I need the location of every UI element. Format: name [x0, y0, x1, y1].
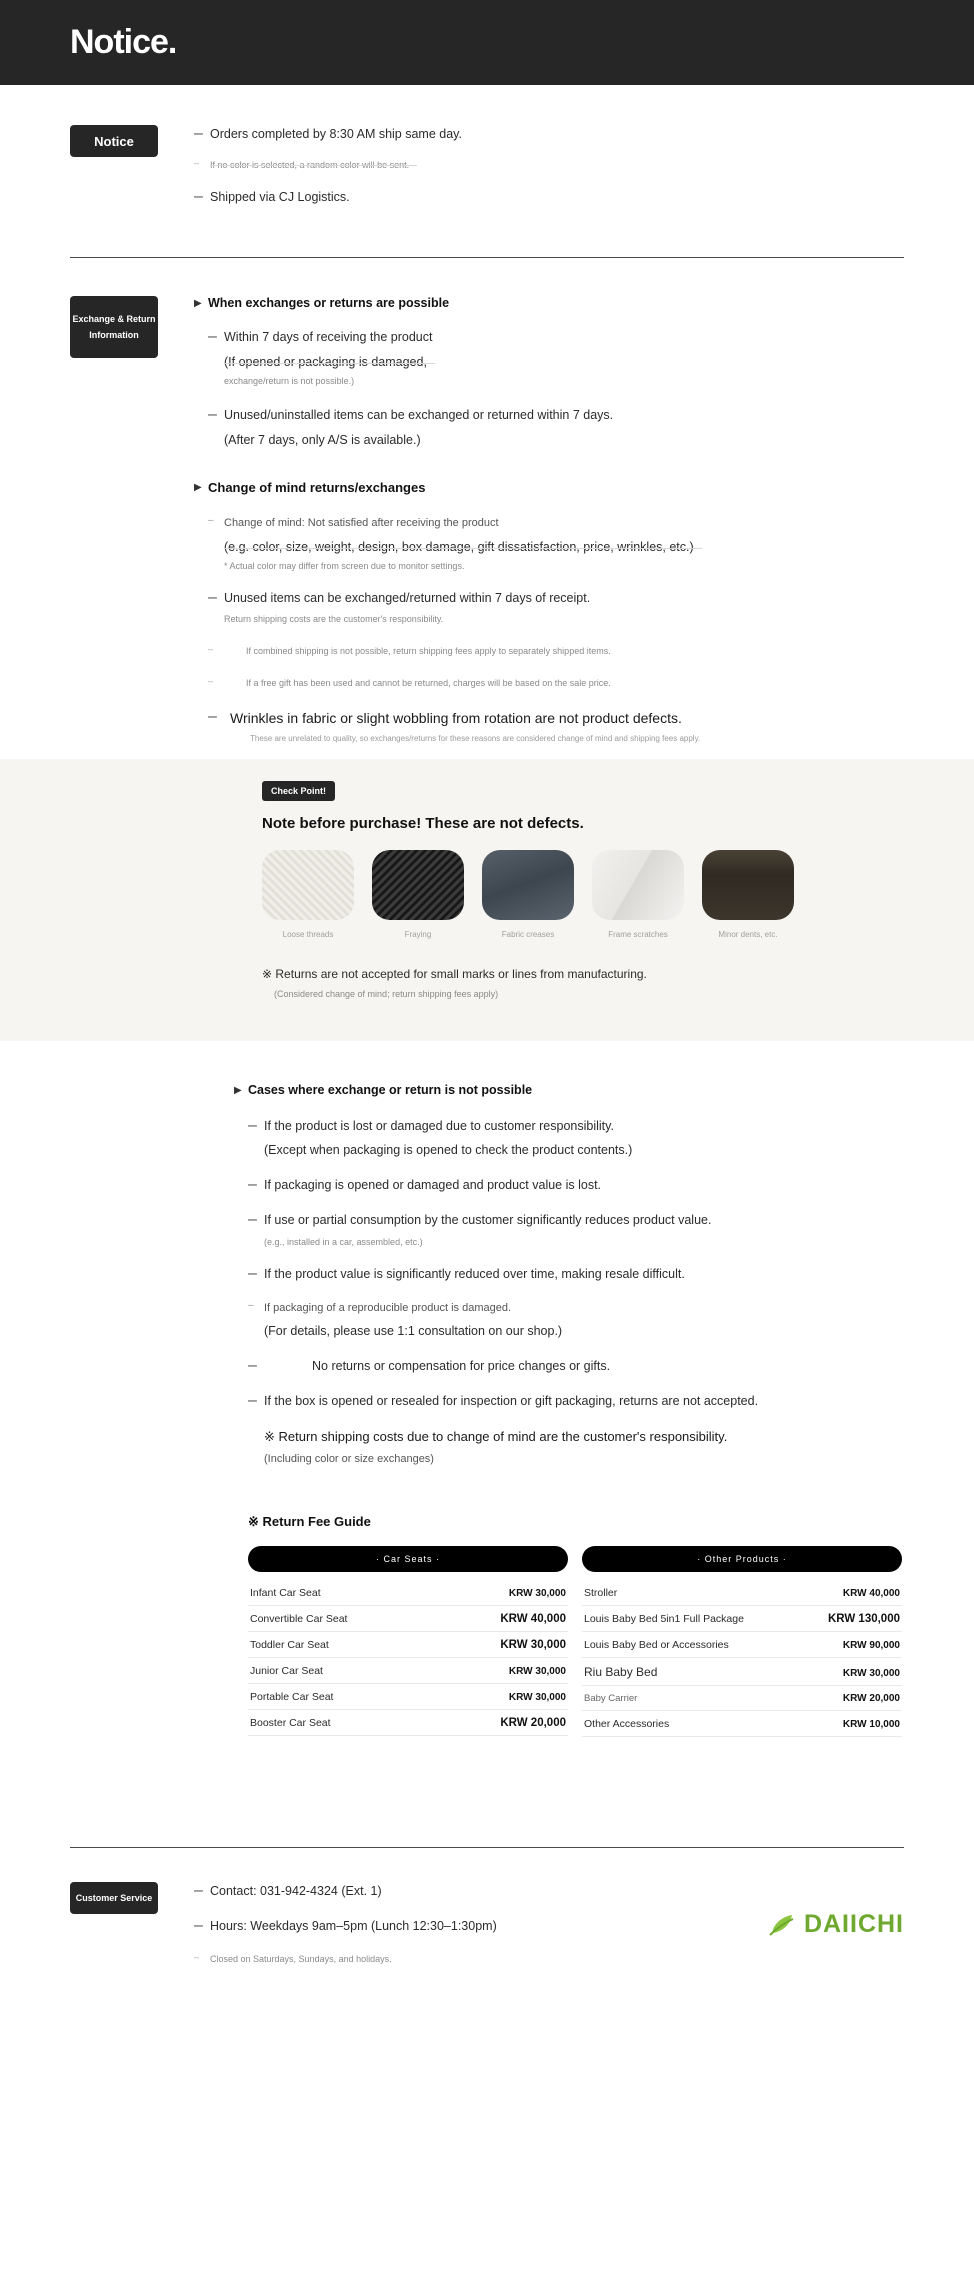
contact-closed-days: Closed on Saturdays, Sundays, and holidays. — [210, 1954, 392, 1964]
notice-tag — [70, 125, 158, 157]
fee-item-name: Other Accessories — [584, 1718, 670, 1730]
list-item — [194, 1952, 614, 1966]
group2-list — [208, 515, 904, 745]
dash-marker: – — [208, 708, 217, 725]
swatch-label: Frame scratches — [608, 930, 668, 939]
fee-item-price: KRW 30,000 — [508, 1692, 566, 1703]
list-item — [248, 1117, 904, 1136]
list-item — [208, 328, 904, 347]
dash-marker: – — [208, 676, 214, 686]
table-row — [582, 1632, 902, 1658]
footer — [0, 1848, 974, 2012]
fee-item-name: Riu Baby Bed — [584, 1665, 658, 1679]
list-item-text: If use or partial consumption by the customer significantly reduces product value. — [264, 1213, 712, 1227]
swatch-label: Fabric creases — [501, 930, 555, 939]
dash-marker: – — [248, 1392, 257, 1409]
table-row — [582, 1686, 902, 1711]
list-item-text: (e.g. color, size, weight, design, box damage, gift dissatisfaction, price, wrinkles, etc.) — [224, 538, 694, 557]
dash-marker: – — [248, 1211, 257, 1228]
list-item — [208, 353, 904, 372]
table-row — [248, 1658, 568, 1684]
customer-service-label: Customer Service — [75, 1893, 153, 1903]
checkpoint-subnote: (Considered change of mind; return shipping fees apply) — [274, 989, 499, 999]
list-item-text: If packaging of a reproducible product is damaged. — [264, 1302, 512, 1314]
fee-item-price: KRW 130,000 — [827, 1613, 900, 1625]
dash-marker: – — [248, 1300, 254, 1311]
list-item-text: (Except when packaging is opened to check the product contents.) — [264, 1143, 633, 1157]
dash-marker: – — [194, 1917, 203, 1934]
table-row — [248, 1710, 568, 1736]
swatch-gallery — [262, 850, 974, 939]
fee-item-name: Stroller — [584, 1587, 618, 1599]
check-point-chip: Check Point! — [262, 781, 335, 801]
not-possible-list — [248, 1117, 904, 1468]
fee-item-price: KRW 30,000 — [500, 1639, 566, 1651]
list-item — [208, 538, 904, 557]
list-item-text: Orders completed by 8:30 AM ship same day. — [210, 127, 462, 141]
list-item-text: No returns or compensation for price changes or gifts. — [312, 1359, 611, 1373]
brand-logo — [768, 1882, 904, 1966]
list-item — [248, 1322, 904, 1341]
list-item-text: (After 7 days, only A/S is available.) — [224, 433, 421, 447]
list-item — [248, 1357, 904, 1376]
list-item — [208, 431, 904, 450]
fabric-swatch-image — [482, 850, 574, 920]
fee-table-header: · Other Products · — [582, 1546, 902, 1572]
exchange-tag-line1: Exchange & Return — [72, 314, 156, 324]
list-item-text: (Including color or size exchanges) — [264, 1453, 434, 1465]
exchange-tag-line2: Information — [89, 330, 139, 340]
dash-marker: – — [248, 1117, 257, 1134]
contact-hours: Hours: Weekdays 9am–5pm (Lunch 12:30–1:30pm) — [210, 1919, 497, 1933]
dash-marker: – — [194, 158, 200, 168]
fee-item-name: Infant Car Seat — [250, 1587, 321, 1599]
list-item — [248, 1141, 904, 1160]
fee-tables — [248, 1546, 904, 1737]
fee-guide-section — [0, 1468, 974, 1737]
list-item-text: Within 7 days of receiving the product — [224, 330, 433, 344]
table-row — [248, 1606, 568, 1632]
fee-item-price: KRW 40,000 — [842, 1588, 900, 1599]
list-item-text: Wrinkles in fabric or slight wobbling from rotation are not product defects. — [230, 710, 682, 726]
list-item — [248, 1265, 904, 1284]
fabric-swatch-image — [592, 850, 684, 920]
group-heading — [234, 1083, 904, 1097]
fee-table-header: · Car Seats · — [248, 1546, 568, 1572]
fee-item-name: Louis Baby Bed or Accessories — [584, 1639, 729, 1651]
list-item-text: These are unrelated to quality, so exchanges/returns for these reasons are considered change of mind and shipping fees apply. — [250, 734, 701, 743]
swatch-item — [372, 850, 464, 939]
list-item — [208, 644, 904, 658]
fee-item-name: Baby Carrier — [584, 1693, 638, 1704]
dash-marker: – — [208, 644, 214, 654]
list-item-text: ※ Return shipping costs due to change of mind are the customer's responsibility. — [264, 1429, 728, 1444]
table-row — [248, 1580, 568, 1606]
contact-phone: Contact: 031-942-4324 (Ext. 1) — [210, 1884, 382, 1898]
fee-item-price: KRW 10,000 — [842, 1719, 900, 1730]
notice-list — [194, 125, 904, 221]
fee-item-name: Toddler Car Seat — [250, 1639, 329, 1651]
dash-marker: – — [208, 406, 217, 423]
notice-section — [0, 85, 974, 221]
list-item-text: (For details, please use 1:1 consultation on our shop.) — [264, 1324, 563, 1338]
checkpoint-note: ※ Returns are not accepted for small marks or lines from manufacturing. — [262, 967, 647, 981]
list-item-text: (e.g., installed in a car, assembled, etc.) — [264, 1237, 423, 1247]
swatch-item — [702, 850, 794, 939]
triangle-right-icon: ▶ — [234, 1084, 242, 1096]
list-item — [194, 1882, 614, 1901]
swatch-item — [482, 850, 574, 939]
dash-marker: – — [208, 328, 217, 345]
list-item-text: Unused/uninstalled items can be exchanged or returned within 7 days. — [224, 408, 614, 422]
fee-item-name: Convertible Car Seat — [250, 1613, 348, 1625]
table-row — [582, 1606, 902, 1632]
dash-marker: – — [194, 188, 203, 205]
fee-item-price: KRW 20,000 — [500, 1717, 566, 1729]
exchange-body — [194, 296, 904, 745]
leaf-icon — [768, 1911, 796, 1937]
list-item — [208, 374, 904, 388]
dash-marker: – — [194, 125, 203, 142]
list-item — [248, 1451, 904, 1468]
list-item — [248, 1427, 904, 1446]
dash-marker: – — [248, 1176, 257, 1193]
dash-marker: – — [208, 589, 217, 606]
list-item — [208, 559, 904, 573]
fee-table-other-products — [582, 1546, 902, 1737]
list-item — [248, 1235, 904, 1249]
group1-list — [208, 328, 904, 450]
list-item-text: If the product is lost or damaged due to customer responsibility. — [264, 1119, 614, 1133]
not-possible-section — [0, 1041, 974, 1468]
list-item — [208, 732, 904, 745]
table-row — [582, 1711, 902, 1737]
dash-marker: – — [248, 1265, 257, 1282]
fee-item-price: KRW 30,000 — [508, 1588, 566, 1599]
fee-item-price: KRW 90,000 — [842, 1640, 900, 1651]
page-title: Notice. — [70, 23, 177, 61]
dash-marker: – — [194, 1952, 200, 1962]
exchange-tag — [70, 296, 158, 358]
group-heading-text: Cases where exchange or return is not possible — [248, 1083, 533, 1097]
list-item — [208, 589, 904, 608]
list-item — [248, 1211, 904, 1230]
fee-item-price: KRW 30,000 — [842, 1668, 900, 1679]
list-item — [248, 1176, 904, 1195]
list-item-text: If packaging is opened or damaged and product value is lost. — [264, 1178, 602, 1192]
fee-item-name: Louis Baby Bed 5in1 Full Package — [584, 1613, 744, 1625]
dash-marker: – — [194, 1882, 203, 1899]
list-item — [194, 125, 904, 144]
group-heading — [194, 480, 904, 495]
fee-item-price: KRW 30,000 — [508, 1666, 566, 1677]
list-item — [248, 1392, 904, 1411]
brand-name: DAIICHI — [803, 1909, 904, 1938]
list-item-text: If the box is opened or resealed for inspection or gift packaging, returns are not accepted. — [264, 1394, 759, 1408]
list-item-text: (If opened or packaging is damaged, — [224, 353, 427, 372]
table-row — [248, 1684, 568, 1710]
list-item-text: If no color is selected, a random color will be sent. — [210, 160, 410, 170]
list-item — [208, 676, 904, 690]
fee-table-car-seats — [248, 1546, 568, 1737]
list-item — [194, 1917, 614, 1936]
list-item — [194, 158, 904, 172]
list-item — [208, 708, 904, 728]
fee-item-name: Junior Car Seat — [250, 1665, 323, 1677]
customer-service-tag — [70, 1882, 158, 1914]
group-heading — [194, 296, 904, 310]
list-item-text: If combined shipping is not possible, return shipping fees apply to separately shipped items. — [246, 646, 611, 656]
dash-marker: – — [248, 1357, 257, 1374]
fabric-swatch-image — [262, 850, 354, 920]
footer-contact-list — [194, 1882, 614, 1966]
group-heading-text: Change of mind returns/exchanges — [208, 480, 426, 495]
list-item — [208, 612, 904, 626]
list-item-text: If the product value is significantly reduced over time, making resale difficult. — [264, 1267, 685, 1281]
checkpoint-title: Note before purchase! These are not defects. — [262, 815, 584, 832]
swatch-item — [592, 850, 684, 939]
triangle-right-icon: ▶ — [194, 297, 202, 309]
swatch-item — [262, 850, 354, 939]
fee-item-price: KRW 20,000 — [842, 1693, 900, 1704]
swatch-label: Fraying — [404, 930, 432, 939]
fee-item-name: Portable Car Seat — [250, 1691, 334, 1703]
fee-guide-title: ※ Return Fee Guide — [248, 1514, 371, 1529]
list-item-text: exchange/return is not possible.) — [224, 376, 355, 386]
list-item — [248, 1300, 904, 1317]
list-item-text: If a free gift has been used and cannot be returned, charges will be based on the sale price. — [246, 678, 611, 688]
fee-item-name: Booster Car Seat — [250, 1717, 331, 1729]
list-item-text: Change of mind: Not satisfied after receiving the product — [224, 517, 499, 529]
swatch-label: Loose threads — [282, 930, 334, 939]
list-item-text: Shipped via CJ Logistics. — [210, 190, 350, 204]
page-header — [0, 0, 974, 85]
table-row — [248, 1632, 568, 1658]
group-heading-text: When exchanges or returns are possible — [208, 296, 450, 310]
triangle-right-icon: ▶ — [194, 482, 202, 493]
swatch-label: Minor dents, etc. — [718, 930, 778, 939]
list-item-text: Return shipping costs are the customer's responsibility. — [224, 614, 444, 624]
fee-item-price: KRW 40,000 — [500, 1613, 566, 1625]
exchange-section — [0, 258, 974, 745]
notice-tag-label: Notice — [94, 133, 134, 149]
list-item-text: Unused items can be exchanged/returned within 7 days of receipt. — [224, 591, 591, 605]
list-item — [194, 188, 904, 207]
dash-marker: – — [208, 515, 214, 526]
list-item — [208, 515, 904, 532]
table-row — [582, 1658, 902, 1686]
fabric-swatch-image — [702, 850, 794, 920]
checkpoint-band — [0, 759, 974, 1041]
table-row — [582, 1580, 902, 1606]
list-item-text: * Actual color may differ from screen due to monitor settings. — [224, 561, 465, 571]
fabric-swatch-image — [372, 850, 464, 920]
list-item — [208, 406, 904, 425]
